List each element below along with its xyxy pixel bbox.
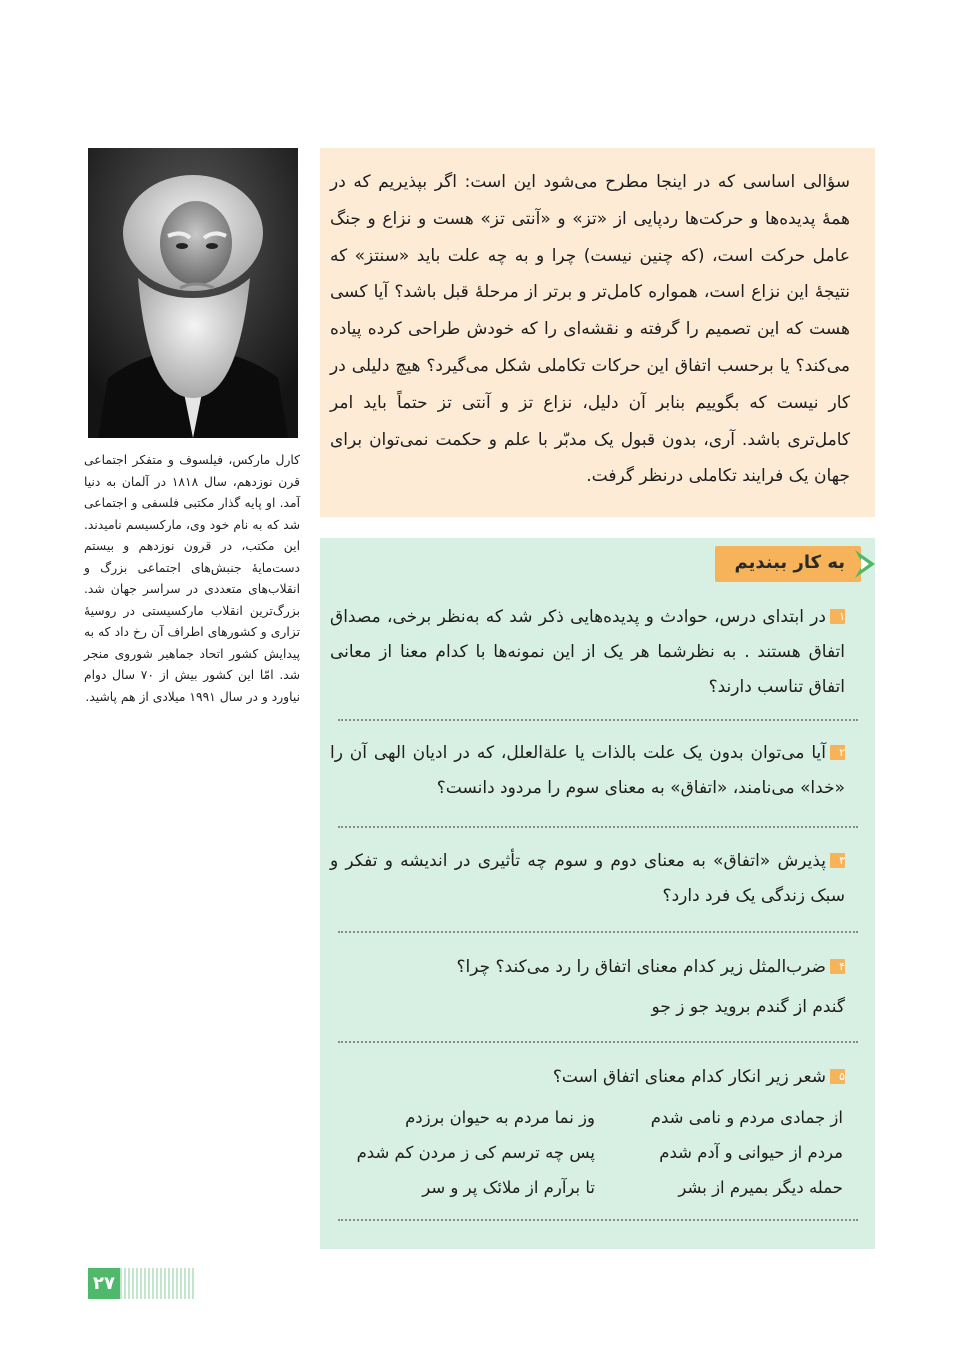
poem-line-2-right: مردم از حیوانی و آدم شدم bbox=[659, 1143, 843, 1162]
question-number: ۲ bbox=[830, 745, 845, 760]
poem-line-3-left: تا برآرم از ملائک پر و سر bbox=[422, 1178, 595, 1197]
question-4 bbox=[330, 950, 845, 985]
poem-line-3-right: حمله دیگر بمیرم از بشر bbox=[678, 1178, 843, 1197]
page-number: ۲۷ bbox=[88, 1268, 120, 1299]
arrow-icon bbox=[853, 550, 875, 578]
question-text: ضرب‌المثل زیر کدام معنای اتفاق را رد می‌کند؟ چرا؟ bbox=[456, 957, 826, 977]
question-number: ۵ bbox=[830, 1069, 845, 1084]
question-5 bbox=[330, 1060, 845, 1095]
question-text: پذیرش «اتفاق» به معنای دوم و سوم چه تأثیری در اندیشه و تفکر و سبک زندگی یک فرد دارد؟ bbox=[330, 851, 845, 906]
portrait-image bbox=[88, 148, 298, 438]
question-number: ۱ bbox=[830, 609, 845, 624]
question-text: در ابتدای درس، حوادث و پدیده‌هایی ذکر شد که به‌نظر برخی، مصداق اتفاق هستند . به نظرشما هر یک از این نمونه‌ها با کدام معنا از معانی اتفاق تناسب دارند؟ bbox=[330, 607, 845, 697]
answer-line[interactable] bbox=[338, 719, 858, 721]
question-text: شعر زیر انکار کدام معنای اتفاق است؟ bbox=[552, 1067, 826, 1087]
intro-paragraph: سؤالی اساسی که در اینجا مطرح می‌شود این است: اگر بپذیریم که در همهٔ پدیده‌ها و حرکت‌ها ردپایی از «تز» و «آنتی تز» هست و نزاع و جنگ عامل حرکت است، (که چنین نیست) چرا و به چه علت باید «سنتز» که نتیجهٔ این نزاع است، همواره کامل‌تر و برتر از مرحلهٔ قبل باشد؟ آیا کسی هست که این تصمیم را گرفته و نقشه‌ای را که خودش طراحی کرده پیاده می‌کند؟ یا برحسب اتفاق این حرکات تکاملی شکل می‌گیرد؟ هیچ دلیلی در کار نیست که بگوییم بنابر آن دلیل، نزاع تز و آنتی تز حتماً باید امر کامل‌تری باشد. آری، بدون قبول یک مدبّر با علم و حکمت نمی‌توان برای جهان یک فرایند تکاملی درنظر گرفت. bbox=[330, 172, 850, 487]
question-number: ۳ bbox=[830, 853, 845, 868]
poem-line-1-right: از جمادی مردم و نامی شدم bbox=[650, 1108, 843, 1127]
intro-box bbox=[320, 148, 875, 517]
poem-line-1-left: وز نما مردم به حیوان برزدم bbox=[405, 1108, 595, 1127]
activity-title: به کار ببندیم bbox=[734, 552, 845, 573]
question-text: آیا می‌توان بدون یک علت بالذات یا علة‌العلل، که در ادیان الهی آن را «خدا» می‌نامند، «اتفاق» به معنای سوم را مردود دانست؟ bbox=[330, 743, 845, 798]
portrait-caption: کارل مارکس، فیلسوف و متفکر اجتماعی قرن نوزدهم، سال ۱۸۱۸ در آلمان به دنیا آمد. او پایه گذار مکتبی فلسفی و اجتماعی شد که به نام خود وی، مارکسیسم نامیدند. این مکتب، در قرون نوزدهم و بیستم دست‌مایهٔ جنبش‌های اجتماعی بزرگ و انقلاب‌های متعددی در سراسر جهان شد. بزرگ‌ترین انقلاب مارکسیستی در روسیهٔ تزاری و کشورهای اطراف آن رخ داد که به پیدایش کشور اتحاد جماهیر شوروی منجر شد. امّا این کشور بیش از ۷۰ سال دوام نیاورد و در سال ۱۹۹۱ میلادی از هم پاشید. bbox=[84, 453, 300, 704]
question-2 bbox=[330, 736, 845, 806]
poem-line-2-left: پس چه ترسم کی ز مردن کم شدم bbox=[356, 1143, 595, 1162]
question-3 bbox=[330, 844, 845, 914]
activity-header bbox=[715, 546, 875, 582]
portrait-drawing bbox=[88, 148, 298, 438]
question-1 bbox=[330, 600, 845, 705]
page-number-decoration bbox=[120, 1268, 196, 1299]
proverb: گندم از گندم بروید جو ز جو bbox=[651, 997, 845, 1017]
activity-box bbox=[320, 538, 875, 1249]
question-number: ۴ bbox=[830, 959, 845, 974]
answer-line[interactable] bbox=[338, 826, 858, 828]
answer-line[interactable] bbox=[338, 1219, 858, 1221]
answer-line[interactable] bbox=[338, 1041, 858, 1043]
answer-line[interactable] bbox=[338, 931, 858, 933]
